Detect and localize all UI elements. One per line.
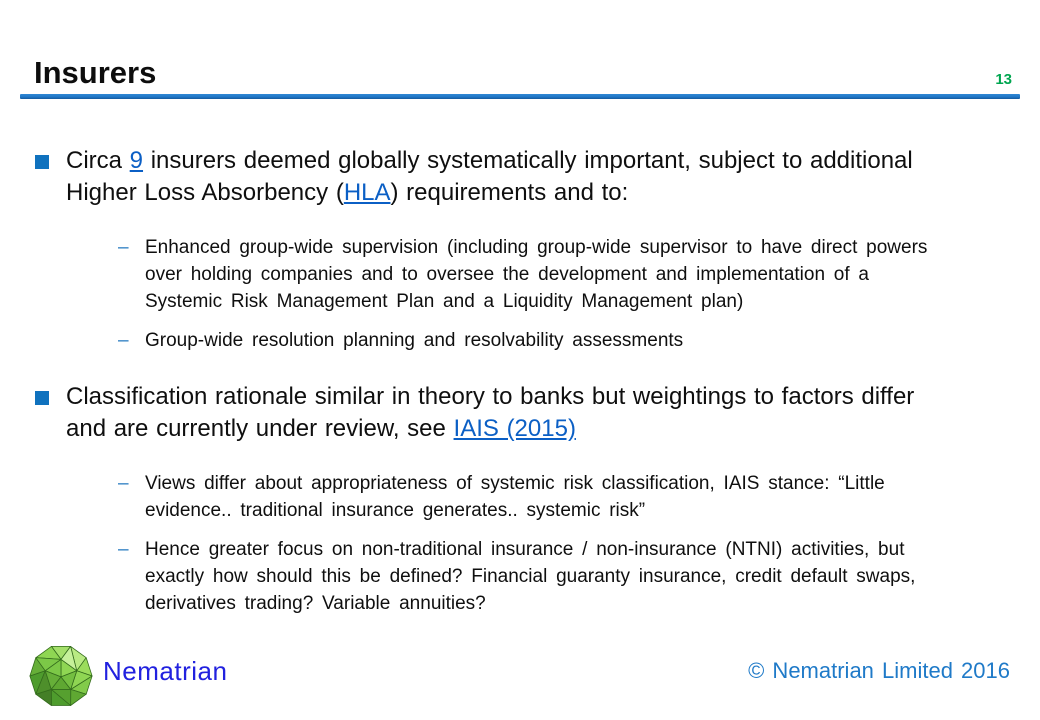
brand-name: Nematrian [103,656,228,686]
title-rule-divider [20,94,1020,99]
slide-header [0,0,1040,90]
copyright-notice: © Nematrian Limited 2016 [748,658,1010,683]
bullet-text: Views differ about appropriateness of systemic risk classification, IAIS stance: “Little evidence.. traditional insurance generates.. systemic risk” [145,473,885,521]
bullet-item [35,381,1010,445]
sub-bullet-item [118,234,1010,315]
dash-icon: – [118,237,129,258]
sub-bullet-item [118,536,1010,617]
bullet-text: Enhanced group-wide supervision (including group-wide supervisor to have direct powers over holding companies and to oversee the development and implementation of a Systemic Risk Management Plan and a Liquidity Management plan) [145,237,928,312]
bullet-text: Hence greater focus on non-traditional insurance / non-insurance (NTNI) activities, but exactly how should this be defined? Financial guaranty insurance, credit default swaps, derivatives trading? Variable annuities? [145,539,916,614]
bullet-text: Circa 9 insurers deemed globally systematically important, subject to additional Higher Loss Absorbency (HLA) requirements and to: [66,147,913,206]
page-number: 13 [995,71,1012,88]
dash-icon: – [118,473,129,494]
hyperlink[interactable]: HLA [343,179,391,206]
bullet-square-icon [35,391,49,405]
hyperlink[interactable]: IAIS (2015) [453,415,576,442]
sub-bullet-item [118,327,1010,354]
sub-bullet-item [118,470,1010,524]
bullet-item [35,145,1010,209]
hyperlink[interactable]: 9 [129,147,144,174]
bullet-text: Group-wide resolution planning and resolvability assessments [145,330,684,351]
dash-icon: – [118,330,129,351]
bullet-list [0,145,1040,617]
nematrian-polyhedron-logo-icon [26,639,96,709]
bullet-text: Classification rationale similar in theory to banks but weightings to factors differ and are currently under review, see IAIS (2015) [66,383,915,442]
page-title: Insurers [34,55,157,90]
bullet-square-icon [35,155,49,169]
dash-icon: – [118,539,129,560]
